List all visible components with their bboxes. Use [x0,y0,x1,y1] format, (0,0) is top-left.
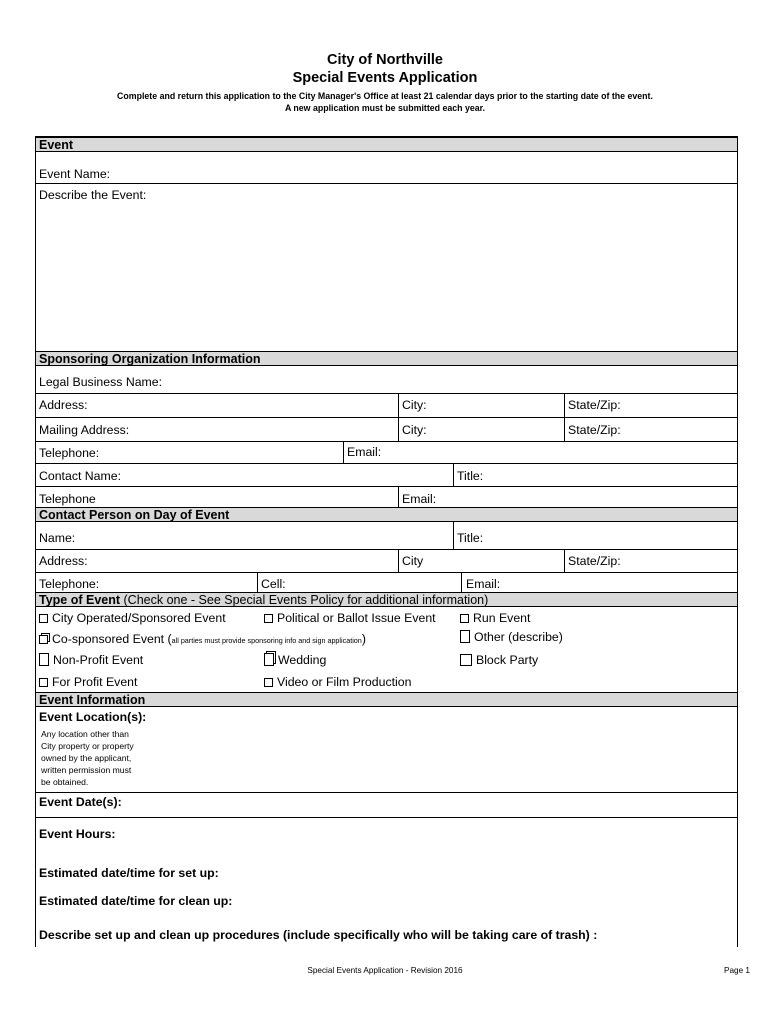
checkbox-icon[interactable] [460,654,472,666]
cosponsored-note: all parties must provide sponsoring info and sign application [171,636,362,645]
sponsor-city-field[interactable]: City: [402,398,427,412]
dayof-email-field[interactable]: Email: [466,577,501,591]
checkbox-icon[interactable] [264,678,273,687]
type-of-event-note: (Check one - See Special Events Policy for additional information) [120,593,489,607]
event-section-header: Event [36,137,737,152]
mailing-address-field[interactable]: Mailing Address: [39,423,130,437]
contact-name-field[interactable]: Contact Name: [39,469,122,483]
cleanup-time-field[interactable]: Estimated date/time for clean up: [39,894,233,908]
option-wedding[interactable]: Wedding [264,653,326,668]
event-name-field[interactable]: Event Name: [39,167,111,181]
sponsor-address-field[interactable]: Address: [39,398,88,412]
event-dates-field[interactable]: Event Date(s): [39,795,122,809]
contact-person-section-header: Contact Person on Day of Event [36,507,737,522]
event-hours-field[interactable]: Event Hours: [39,827,116,841]
checkbox-icon[interactable] [39,614,48,623]
contact-title-field[interactable]: Title: [457,469,484,483]
application-form [35,136,738,947]
location-note-line-3: owned by the applicant, [41,753,132,763]
event-locations-field[interactable]: Event Location(s): [39,710,147,724]
procedures-field[interactable]: Describe set up and clean up procedures (include specifically who will be taking care of trash) : [39,928,598,942]
event-info-section-header: Event Information [36,692,737,707]
option-city-operated[interactable]: City Operated/Sponsored Event [39,611,226,626]
setup-time-field[interactable]: Estimated date/time for set up: [39,866,219,880]
option-block-party[interactable]: Block Party [460,653,538,668]
checkbox-icon[interactable] [264,614,273,623]
mailing-city-field[interactable]: City: [402,423,427,437]
option-cosponsored[interactable]: Co-sponsored Event (all parties must provide sponsoring info and sign application) [39,632,366,648]
checkbox-icon[interactable] [39,653,49,666]
type-of-event-header [36,592,737,607]
location-note-line-5: be obtained. [41,777,89,787]
dayof-title-field[interactable]: Title: [457,531,484,545]
sponsor-telephone-field[interactable]: Telephone: [39,446,100,460]
sponsor-email-field[interactable]: Email: [347,445,382,459]
option-for-profit[interactable]: For Profit Event [39,675,137,690]
event-description-field[interactable]: Describe the Event: [39,188,147,202]
option-political[interactable]: Political or Ballot Issue Event [264,611,436,626]
contact-telephone-field[interactable]: Telephone [39,492,96,506]
sponsor-section-header: Sponsoring Organization Information [36,351,737,366]
form-title: Special Events Application [292,70,478,86]
checkbox-icon[interactable] [39,635,48,644]
instruction-line-2: A new application must be submitted each year. [284,103,486,113]
option-video-film[interactable]: Video or Film Production [264,675,411,690]
page-number: Page 1 [724,966,750,975]
checkbox-icon[interactable] [264,653,274,666]
checkbox-icon[interactable] [39,678,48,687]
instruction-line-1: Complete and return this application to the City Manager's Office at least 21 calendar days prior to the starting date of the event. [117,91,653,101]
location-note-line-1: Any location other than [41,729,129,739]
legal-business-name-field[interactable]: Legal Business Name: [39,375,163,389]
dayof-address-field[interactable]: Address: [39,554,88,568]
option-run-event[interactable]: Run Event [460,611,530,626]
contact-email-field[interactable]: Email: [402,492,437,506]
sponsor-state-zip-field[interactable]: State/Zip: [568,398,621,412]
checkbox-icon[interactable] [460,614,469,623]
location-note-line-4: written permission must [41,765,132,775]
dayof-city-field[interactable]: City [402,554,424,568]
city-name: City of Northville [326,52,443,68]
dayof-cell-field[interactable]: Cell: [261,577,286,591]
dayof-name-field[interactable]: Name: [39,531,76,545]
mailing-state-zip-field[interactable]: State/Zip: [568,423,621,437]
location-note-line-2: City property or property [41,741,134,751]
option-other[interactable]: Other (describe) [460,630,563,645]
type-of-event-title: Type of Event [39,593,121,607]
checkbox-icon[interactable] [460,630,470,643]
dayof-state-zip-field[interactable]: State/Zip: [568,554,621,568]
dayof-telephone-field[interactable]: Telephone: [39,577,100,591]
footer-revision: Special Events Application - Revision 2016 [307,966,463,975]
option-nonprofit[interactable]: Non-Profit Event [39,653,143,668]
